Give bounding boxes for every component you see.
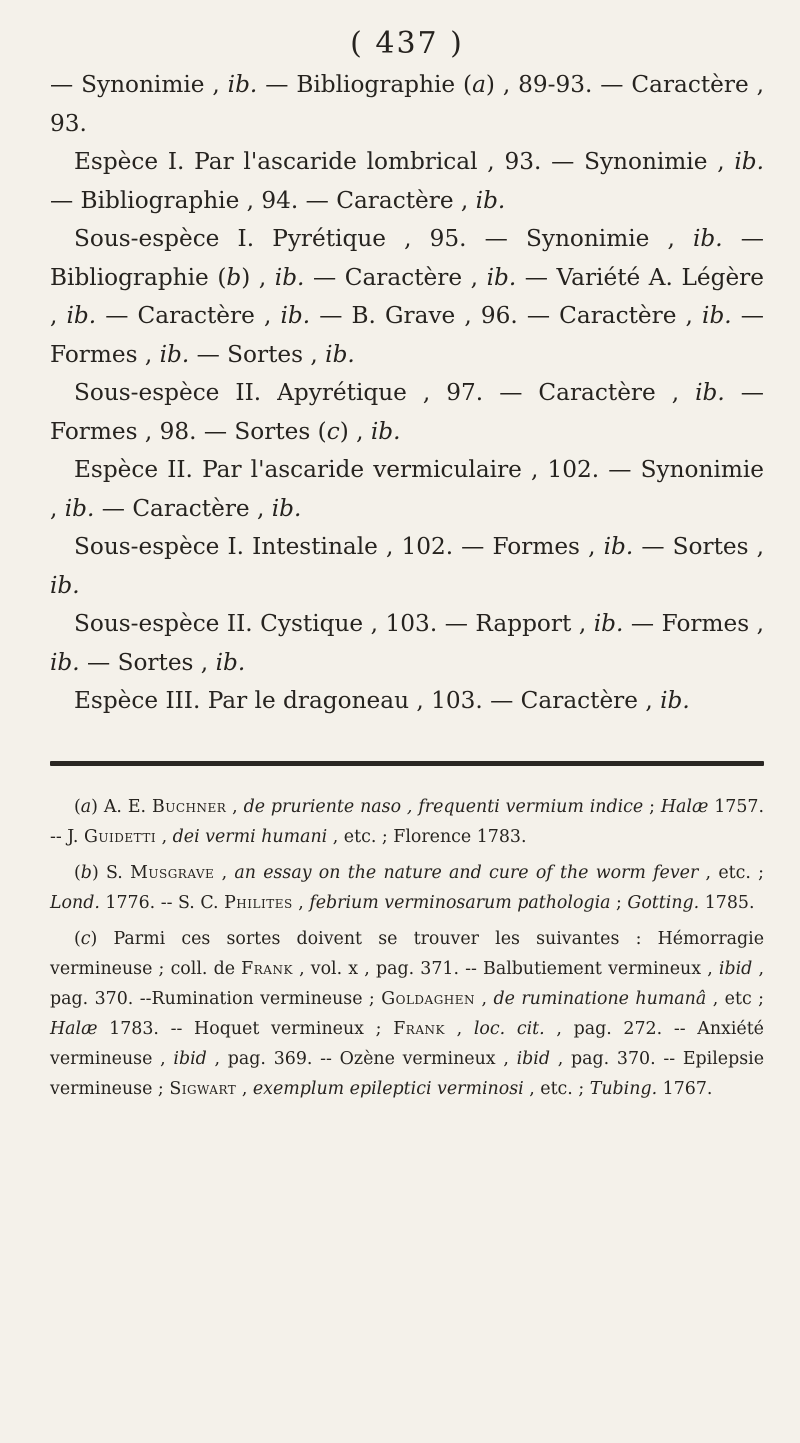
text-run: ) Parmi ces sortes doivent se trouver les suivantes : Hémorragie vermineuse ; coll. de [50, 928, 764, 979]
text-run: — Synonimie , [50, 71, 228, 98]
italic-text: b [80, 862, 92, 883]
italic-text: ib. [159, 340, 190, 368]
italic-text: ib. [593, 610, 624, 637]
text-run: — Sortes , [189, 340, 326, 368]
text-run: 1785. [699, 892, 755, 913]
entry-sous-espece-2-apyretique [50, 374, 764, 451]
text-run: ; [643, 796, 661, 817]
italic-text: ibid [173, 1048, 207, 1069]
text-run: , [226, 796, 244, 817]
italic-text: ib. [370, 417, 401, 445]
entry-espece-2 [50, 451, 764, 528]
italic-text: loc. cit. [473, 1018, 545, 1039]
italic-text: ib. [280, 302, 311, 329]
text-run: , [444, 1018, 474, 1039]
text-run: , [292, 892, 310, 913]
text-run: , etc. ; [523, 1078, 590, 1099]
italic-text: de ruminatione humanâ [493, 988, 707, 1009]
italic-text: ib. [325, 340, 355, 368]
text-run: Sous-espèce II. Apyrétique , 97. — Caractère , [74, 379, 696, 406]
italic-text: ib. [271, 494, 302, 522]
text-run: , pag. 272. -- Anxiété vermineuse , [50, 1018, 764, 1069]
text-run: ( [74, 796, 81, 817]
text-run: , [475, 988, 494, 1009]
text-run: ( [74, 862, 81, 883]
text-run: , [156, 826, 173, 847]
author-name: Sigwart [169, 1078, 237, 1099]
italic-text: febrium verminosarum pathologia [309, 892, 611, 913]
italic-text: exemplum epileptici verminosi [252, 1078, 524, 1099]
italic-text: b [226, 263, 242, 291]
footnote-divider [50, 761, 764, 766]
italic-text: ib. [734, 148, 764, 175]
entry-sous-espece-2-cystique [50, 605, 764, 682]
italic-text: ib. [695, 379, 725, 406]
author-name: Goldaghen [381, 988, 476, 1009]
text-run: Espèce III. Par le dragoneau , 103. — Caractère , [74, 687, 661, 714]
footnote-a [50, 792, 764, 852]
entry-espece-1 [50, 143, 764, 220]
page-number: ( 437 ) [350, 26, 464, 61]
text-run: — Formes , [50, 302, 764, 368]
italic-text: Gotting. [627, 892, 700, 913]
italic-text: a [472, 71, 486, 98]
author-name: Frank [241, 958, 293, 979]
text-run: ) , 89-93. — Caractère , 93. [50, 71, 764, 137]
text-run: — Variété A. Légère , [50, 263, 764, 329]
italic-text: ib. [486, 263, 517, 291]
text-run: , [236, 1078, 253, 1099]
italic-text: ibid [718, 958, 753, 979]
entry-espece-3 [50, 682, 764, 721]
text-run: , pag. 370. --Rumination vermineuse ; [50, 958, 764, 1009]
text-run: — Formes , [623, 610, 764, 637]
book-page [50, 24, 764, 1110]
italic-text: Halæ [660, 796, 709, 817]
text-run: , etc. ; [698, 862, 764, 883]
text-run: — Caractère , [304, 263, 487, 291]
italic-text: ib. [603, 533, 634, 560]
text-run: ) A. E. [91, 796, 152, 817]
text-run: , [214, 862, 235, 883]
text-run: , pag. 369. -- Ozène vermineux , [206, 1048, 517, 1069]
italic-text: an essay on the nature and cure of the worm fever [234, 862, 699, 883]
text-run: Espèce I. Par l'ascaride lombrical , 93. — Synonimie , [74, 148, 735, 175]
italic-text: Halæ [50, 1018, 98, 1039]
text-run: — Bibliographie ( [257, 71, 473, 98]
text-run: , etc. ; Florence 1783. [327, 826, 527, 847]
italic-text: ib. [50, 571, 80, 599]
text-run: Sous-espèce I. Intestinale , 102. — Formes , [74, 533, 604, 560]
italic-text: ib. [274, 263, 305, 291]
footnote-b [50, 858, 764, 918]
italic-text: a [80, 796, 92, 817]
footnotes [50, 792, 764, 1104]
author-name: Buchner [151, 796, 227, 817]
entry-sous-espece-1-pyretique [50, 220, 764, 374]
text-run: 1776. -- S. C. [99, 892, 225, 913]
text-run: 1767. [657, 1078, 713, 1099]
author-name: Guidetti [83, 826, 157, 847]
text-run: , etc ; [706, 988, 764, 1009]
text-run: Sous-espèce II. Cystique , 103. — Rapport , [74, 610, 594, 637]
italic-text: ib. [693, 225, 723, 252]
text-run: 1783. -- Hoquet vermineux ; [97, 1018, 394, 1039]
italic-text: ib. [660, 687, 690, 714]
italic-text: ib. [215, 648, 246, 676]
text-run: — Sortes , [633, 533, 764, 560]
italic-text: c [80, 928, 91, 949]
text-run: Sous-espèce I. Pyrétique , 95. — Synonimie , [74, 225, 694, 252]
author-name: Musgrave [130, 862, 215, 883]
italic-text: ib. [64, 494, 95, 522]
italic-text: c [326, 417, 340, 445]
italic-text: Tubing. [589, 1078, 658, 1099]
text-run: — Caractère , [96, 302, 281, 329]
text-run: — Caractère , [94, 494, 272, 522]
text-run: Espèce II. Par l'ascaride vermiculaire , 102. — Synonimie , [50, 456, 764, 522]
italic-text: dei vermi humani [172, 826, 328, 847]
text-run: — Sortes , [79, 648, 216, 676]
text-run: , vol. x , pag. 371. -- Balbutiement vermineux , [292, 958, 719, 979]
text-run: ; [610, 892, 628, 913]
italic-text: de pruriente naso , frequenti vermium indice [243, 796, 644, 817]
italic-text: ib. [227, 71, 258, 98]
italic-text: ib. [475, 186, 506, 214]
text-run: ( [74, 928, 81, 949]
italic-text: ib. [50, 648, 80, 676]
author-name: Philites [224, 892, 293, 913]
text-run: ) , [241, 263, 275, 291]
entry-sous-espece-1-intestinale [50, 528, 764, 605]
text-run: — Bibliographie , 94. — Caractère , [50, 186, 476, 214]
text-run: 1757. -- J. [50, 796, 764, 847]
text-run: ) S. [91, 862, 131, 883]
italic-text: ib. [702, 302, 732, 329]
entry-continuation [50, 66, 764, 143]
text-run: — Bibliographie ( [50, 225, 764, 291]
text-run: , pag. 370. -- Epilepsie vermineuse ; [50, 1048, 764, 1099]
table-of-contents-text [50, 66, 764, 721]
text-run: ) , [339, 417, 371, 445]
italic-text: ib. [66, 302, 97, 329]
footnote-c [50, 924, 764, 1104]
italic-text: Lond. [50, 892, 100, 913]
author-name: Frank [393, 1018, 445, 1039]
text-run: — Formes , 98. — Sortes ( [50, 379, 764, 445]
italic-text: ibid [516, 1048, 550, 1069]
text-run: — B. Grave , 96. — Caractère , [310, 302, 703, 329]
